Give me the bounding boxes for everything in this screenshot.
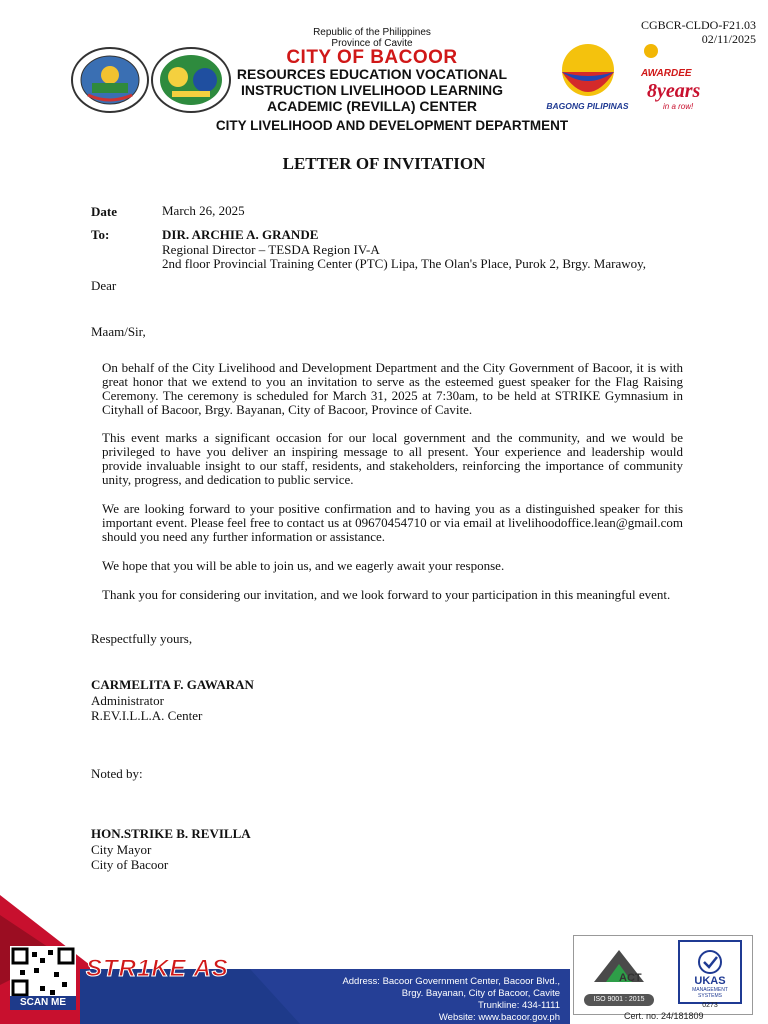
noter-block: [91, 826, 251, 872]
form-code: CGBCR-CLDO-F21.03: [640, 18, 756, 32]
recipient-address: 2nd floor Provincial Training Center (PTC) Lipa, The Olan's Place, Purok 2, Brgy. Marawoy,: [162, 256, 647, 271]
noter-office: City of Bacoor: [91, 857, 169, 872]
ukas-crown-check-icon: [696, 946, 724, 974]
trunkline: Trunkline: 434-1111: [477, 1000, 560, 1011]
signatory-title: Administrator: [91, 693, 164, 708]
date-label: Date: [91, 204, 117, 219]
paragraph-4: We hope that you will be able to join us, and we eagerly await your response.: [102, 558, 505, 573]
republic-line: Republic of the Philippines: [313, 27, 431, 38]
paragraph-5: Thank you for considering our invitation, and we look forward to your participation in this meaningful event.: [102, 587, 671, 602]
recipient-block: [162, 227, 646, 271]
scan-me-label: SCAN ME: [10, 996, 76, 1010]
letter-title: LETTER OF INVITATION: [282, 154, 486, 173]
center-name-line1: RESOURCES EDUCATION VOCATIONAL: [236, 66, 508, 82]
ukas-number: 0273: [702, 1002, 718, 1009]
paragraph-2: This event marks a significant occasion for our local government and the community, and we would be privileged to have you deliver an inspiring message to all present. Your experience and leadership would provide invaluable insight to our staff, residents, and stakeholders, reinforcing the importance of community unity, progress, and dedication to public service.: [102, 430, 683, 487]
ukas-logo: [678, 940, 742, 1004]
province-line: Province of Cavite: [331, 38, 413, 49]
recipient-name: DIR. ARCHIE A. GRANDE: [162, 227, 319, 242]
noted-by-label: Noted by:: [91, 766, 143, 781]
certification-box: [573, 935, 753, 1015]
noter-name: HON.STRIKE B. REVILLA: [91, 826, 251, 841]
awardee-label: AWARDEE: [641, 68, 692, 79]
iso-label: ISO 9001 : 2015: [584, 994, 654, 1006]
city-name: CITY OF BACOOR: [286, 47, 458, 68]
recipient-position: Regional Director – TESDA Region IV-A: [162, 242, 380, 257]
center-name-line2: INSTRUCTION LIVELIHOOD LEARNING: [240, 82, 504, 98]
address-line2: Brgy. Bayanan, City of Bacoor, Cavite: [401, 988, 560, 999]
dear-line: Dear: [91, 278, 117, 293]
form-date: 02/11/2025: [701, 32, 756, 46]
closing: Respectfully yours,: [91, 631, 193, 646]
in-a-row-label: in a row!: [663, 102, 694, 111]
qr-code-icon: [10, 946, 76, 998]
date-value: March 26, 2025: [162, 203, 245, 218]
salutation: Maam/Sir,: [91, 324, 146, 339]
to-label: To:: [91, 227, 110, 242]
qr-code[interactable]: [10, 946, 76, 998]
signatory-name: CARMELITA F. GAWARAN: [91, 677, 254, 692]
signatory-office: R.EV.I.L.L.A. Center: [91, 708, 203, 723]
address-line1: Address: Bacoor Government Center, Bacoor Blvd.,: [342, 976, 560, 987]
noter-title: City Mayor: [91, 842, 152, 857]
years-label: 8years: [647, 80, 701, 102]
center-name-line3: ACADEMIC (REVILLA) CENTER: [267, 98, 477, 114]
department-name: CITY LIVELIHOOD AND DEVELOPMENT DEPARTMENT: [215, 118, 569, 133]
strike-logo: STR1KE AS: [86, 955, 229, 982]
ukas-label: UKAS: [694, 975, 726, 987]
ukas-sub: MANAGEMENT SYSTEMS: [692, 987, 728, 999]
bagong-pilipinas-label: BAGONG PILIPINAS: [546, 101, 629, 111]
paragraph-1: On behalf of the City Livelihood and Development Department and the City Government of Bacoor, it is with great honor that we extend to you an invitation to serve as the esteemed guest speaker for the Flag Raising Ceremony. The ceremony is scheduled for March 31, 2025 at 7:30am, to be held at STRIKE Gymnasium in Cityhall of Bacoor, Brgy. Bayanan, City of Bacoor, Province of Cavite.: [102, 360, 683, 417]
act-label: ACT: [619, 972, 642, 984]
certificate-number: Cert. no. 24/181809: [624, 1011, 704, 1021]
website: Website: www.bacoor.gov.ph: [438, 1012, 560, 1023]
paragraph-3: We are looking forward to your positive confirmation and to having you as a distinguished speaker for this important event. Please feel free to contact us at 09670454710 or via email at livelihoodoffice.lean@gmail.com should you need any further information or assistance.: [102, 501, 683, 544]
signatory-block: [91, 677, 254, 723]
footer-address: [300, 976, 560, 1024]
